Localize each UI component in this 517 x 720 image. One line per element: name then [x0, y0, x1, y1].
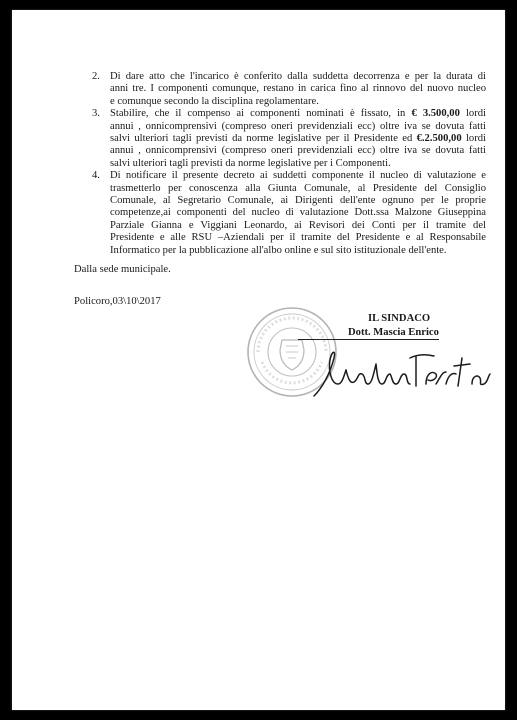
item-line: annui , onnicomprensivi (compreso oneri previdenziali ecc) oltre iva se dovuta fatti: [110, 120, 486, 132]
signature-rule: [298, 339, 439, 340]
item-number: 4.: [92, 170, 100, 182]
signatory-name-text: Dott. Mascia Enrico: [348, 327, 439, 338]
decree-item: [86, 71, 486, 108]
signatory-title: IL SINDACO: [368, 313, 431, 324]
item-number: 2.: [92, 71, 100, 82]
item-line: Presidente e alle RSU –Aziendali per il tramite del Presidente e al Responsabile: [110, 232, 486, 244]
item-line: trasmetterlo per conoscenza alla Giunta Comunale, al Presidente del Consiglio: [110, 182, 486, 194]
handwritten-signature: [312, 344, 492, 404]
item-line: salvi ulteriori tagli previsti da norme legislative per i Componenti.: [110, 157, 391, 169]
place-date: Policoro,03\10\2017: [74, 296, 161, 307]
item-line: Informatico per la pubblicazione all'albo online e sul sito istituzionale dell'ente.: [110, 244, 447, 256]
decree-item: [86, 108, 486, 170]
item-line: Parziale Gianna e Viggiani Leonardo, ai Revisori dei Conti per il tramite del: [110, 219, 486, 231]
signatory-name: [348, 327, 439, 339]
item-line: competenze,ai componenti del nucleo di valutazione Dott.ssa Malzone Giuseppina: [110, 207, 486, 219]
item-number: 3.: [92, 108, 100, 120]
document-page: [12, 10, 505, 710]
item-line: anni tre. I componenti comunque, restano in carica fino al rinnovo del nuovo nucleo: [110, 83, 486, 95]
item-line: Di dare atto che l'incarico è conferito dalla suddetta decorrenza e per la durata di: [110, 71, 486, 82]
item-line: annui , onnicomprensivi (compreso oneri previdenziali ecc) oltre iva se dovuta fatti: [110, 145, 486, 157]
item-line: Comunale, al Segretario Comunale, ai Dirigenti dell'ente ognuno per le proprie: [110, 195, 486, 207]
item-line: Stabilire, che il compenso ai componenti nominati è fissato, in € 3.500,00 lordi: [110, 108, 486, 120]
amount-emphasis: €.2.500,00: [416, 133, 462, 145]
closing-line: Dalla sede municipale.: [74, 264, 171, 275]
item-line: Di notificare il presente decreto ai suddetti componente il nucleo di valutazione e: [110, 170, 486, 182]
decree-items-list: [86, 71, 486, 257]
decree-item: [86, 170, 486, 257]
item-line: e comunque secondo la disciplina regolamentare.: [110, 95, 319, 107]
amount-emphasis: € 3.500,00: [411, 108, 460, 120]
item-line: salvi ulteriori tagli previsti da norme legislative per il Presidente ed €.2.500,00 lordi: [110, 133, 486, 145]
